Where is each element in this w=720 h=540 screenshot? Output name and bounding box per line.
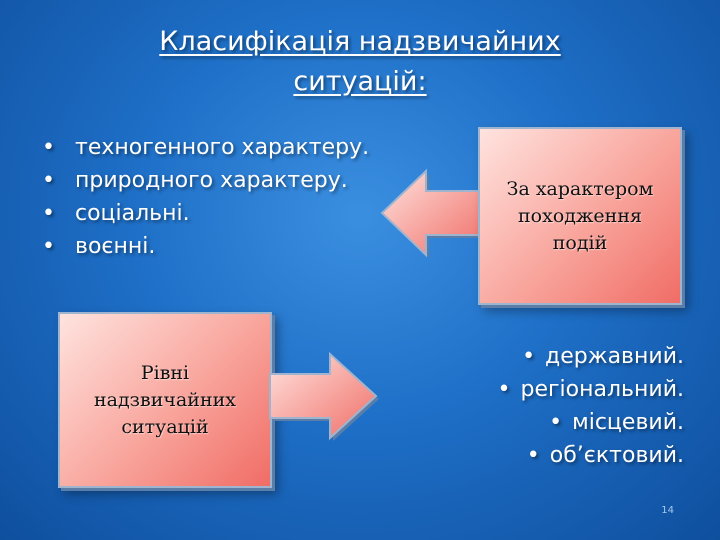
list-item [498,406,684,439]
origin-classification-list [42,131,369,263]
bullet-icon: • [42,135,55,160]
list-item [42,197,369,230]
list-item-text: природного характеру. [75,168,348,193]
callout-line: Рівні [140,361,190,384]
slide-title-line-1: Класифікація надзвичайних [159,26,561,57]
bullet-icon: • [526,443,540,468]
slide-title [0,22,720,102]
origin-callout-label [507,176,654,257]
list-item [42,131,369,164]
page-number: 14 [661,505,674,516]
levels-callout-label [94,360,236,441]
callout-line: надзвичайних [93,388,236,411]
callout-line: За характером [506,177,654,200]
slide-title-line-2: ситуацій: [293,66,427,97]
list-item-text: соціальні. [75,201,190,226]
list-item-text: державний. [545,344,684,369]
list-item [498,340,684,373]
callout-line: походження [518,204,642,227]
bullet-icon: • [42,201,55,226]
list-item [498,439,684,472]
list-item-text: техногенного характеру. [75,135,370,160]
list-item [498,373,684,406]
bullet-icon: • [42,234,55,259]
arrow-right-icon [268,350,388,442]
bullet-icon: • [549,410,563,435]
list-item-text: воєнні. [75,234,156,259]
callout-line: подій [552,231,608,254]
list-item [42,164,369,197]
list-item-text: регіональний. [520,377,684,402]
callout-line: ситуацій [121,415,209,438]
bullet-icon: • [42,168,55,193]
list-item [42,230,369,263]
list-item-text: місцевий. [572,410,684,435]
levels-callout [58,312,272,488]
bullet-icon: • [522,344,536,369]
bullet-icon: • [497,377,511,402]
list-item-text: об’єктовий. [549,443,684,468]
origin-callout [478,127,682,305]
arrow-left-icon [378,167,486,259]
levels-list [498,340,684,472]
